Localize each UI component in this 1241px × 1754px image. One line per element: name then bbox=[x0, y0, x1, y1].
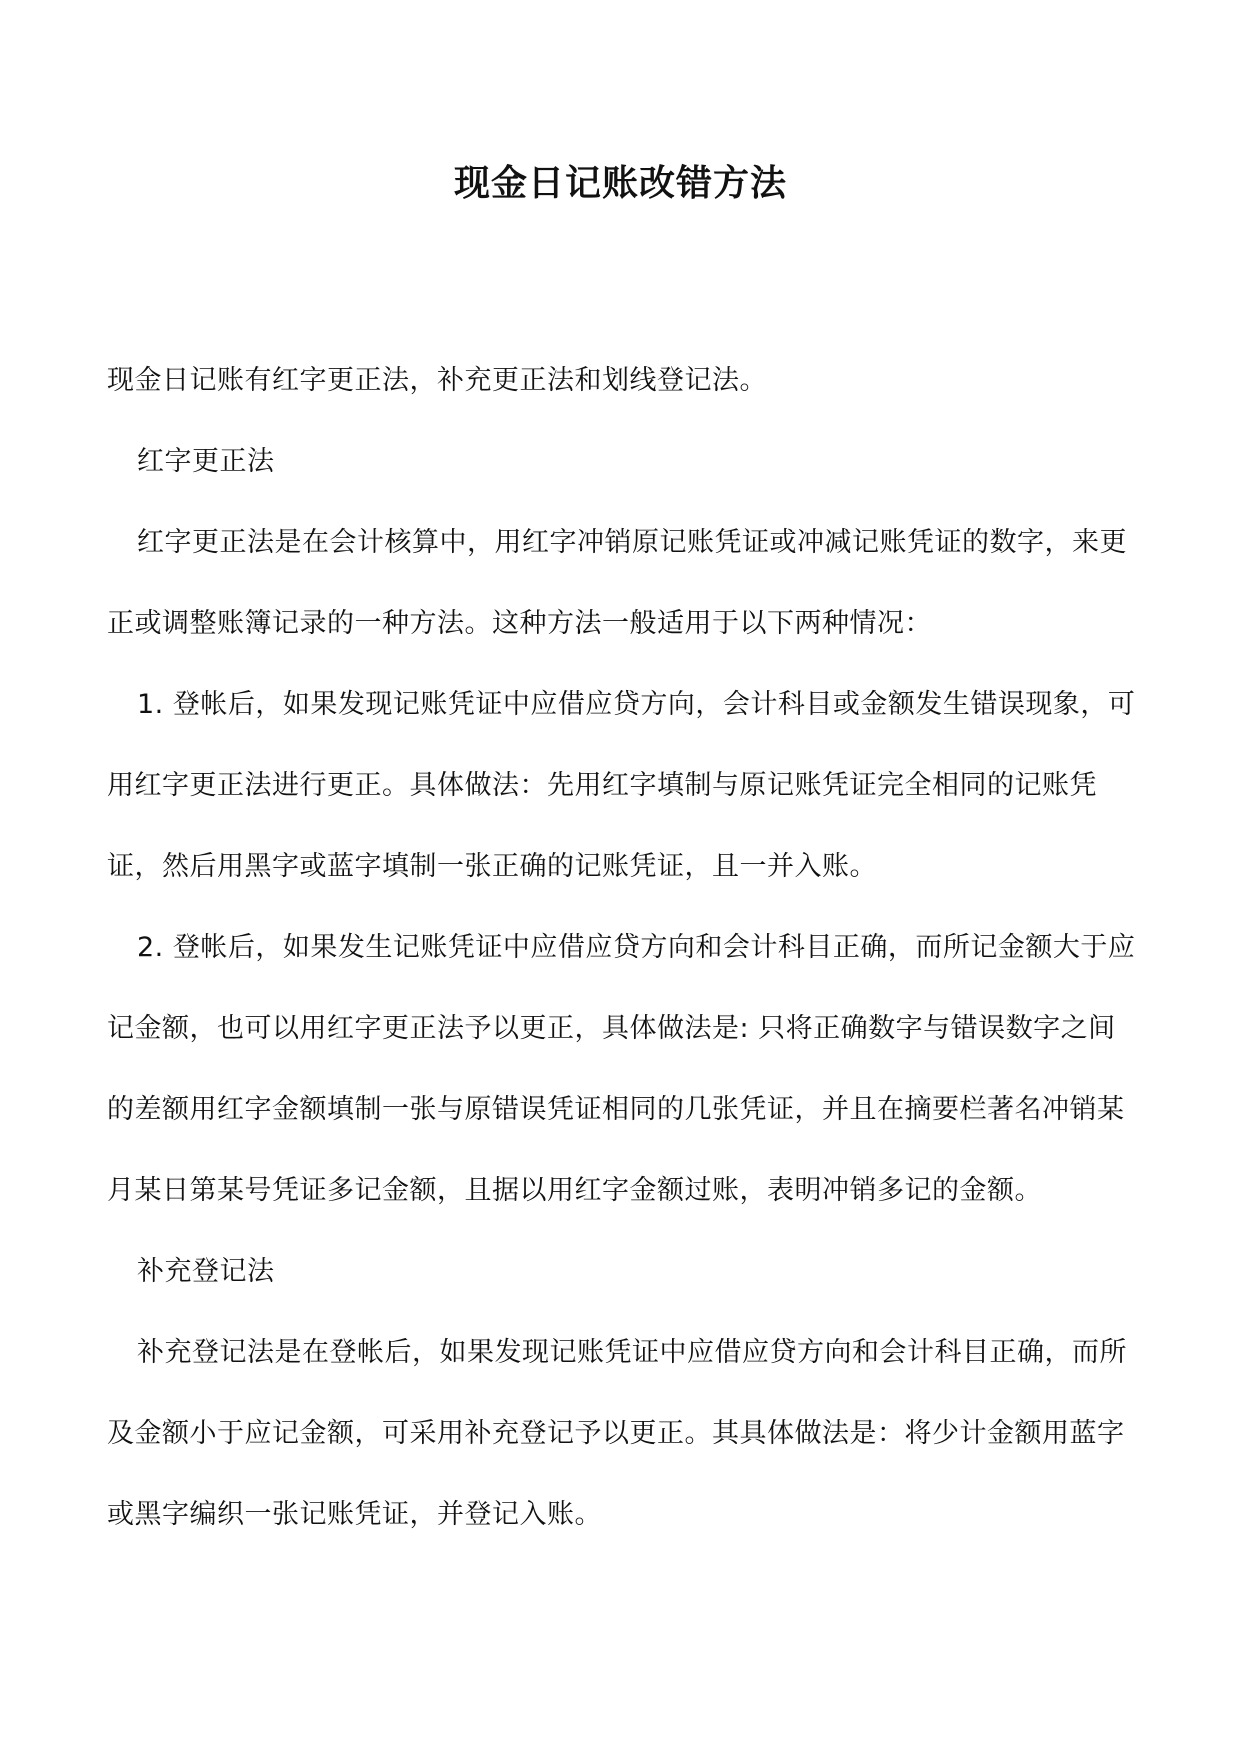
red-correction-description: 红字更正法是在会计核算中，用红字冲销原记账凭证或冲减记账凭证的数字，来更正或调整账簿记录的一种方法。这种方法一般适用于以下两种情况： bbox=[107, 527, 1127, 639]
document-title: 现金日记账改错方法 bbox=[453, 162, 787, 204]
red-correction-case-2: 2. 登帐后，如果发生记账凭证中应借应贷方向和会计科目正确，而所记金额大于应记金额，也可以用红字更正法予以更正，具体做法是: 只将正确数字与错误数字之间的差额用红字金额填制一张与原错误凭证相同的几张凭证，并且在摘要栏著名冲销某月某日第某号凭证多记金额，且据以用红字金额过账，表明冲销多记的金额。 bbox=[107, 932, 1136, 1206]
supplementary-description: 补充登记法是在登帐后，如果发现记账凭证中应借应贷方向和会计科目正确，而所及金额小于应记金额，可采用补充登记予以更正。其具体做法是：将少计金额用蓝字或黑字编织一张记账凭证，并登记入账。 bbox=[107, 1337, 1127, 1530]
intro-paragraph: 现金日记账有红字更正法，补充更正法和划线登记法。 bbox=[107, 365, 767, 396]
section-heading-supplementary: 补充登记法 bbox=[137, 1256, 275, 1287]
section-heading-red-correction: 红字更正法 bbox=[137, 446, 275, 477]
document-body bbox=[107, 340, 1137, 1555]
red-correction-case-1: 1. 登帐后，如果发现记账凭证中应借应贷方向，会计科目或金额发生错误现象，可用红字更正法进行更正。具体做法：先用红字填制与原记账凭证完全相同的记账凭证，然后用黑字或蓝字填制一张正确的记账凭证，且一并入账。 bbox=[107, 689, 1136, 882]
